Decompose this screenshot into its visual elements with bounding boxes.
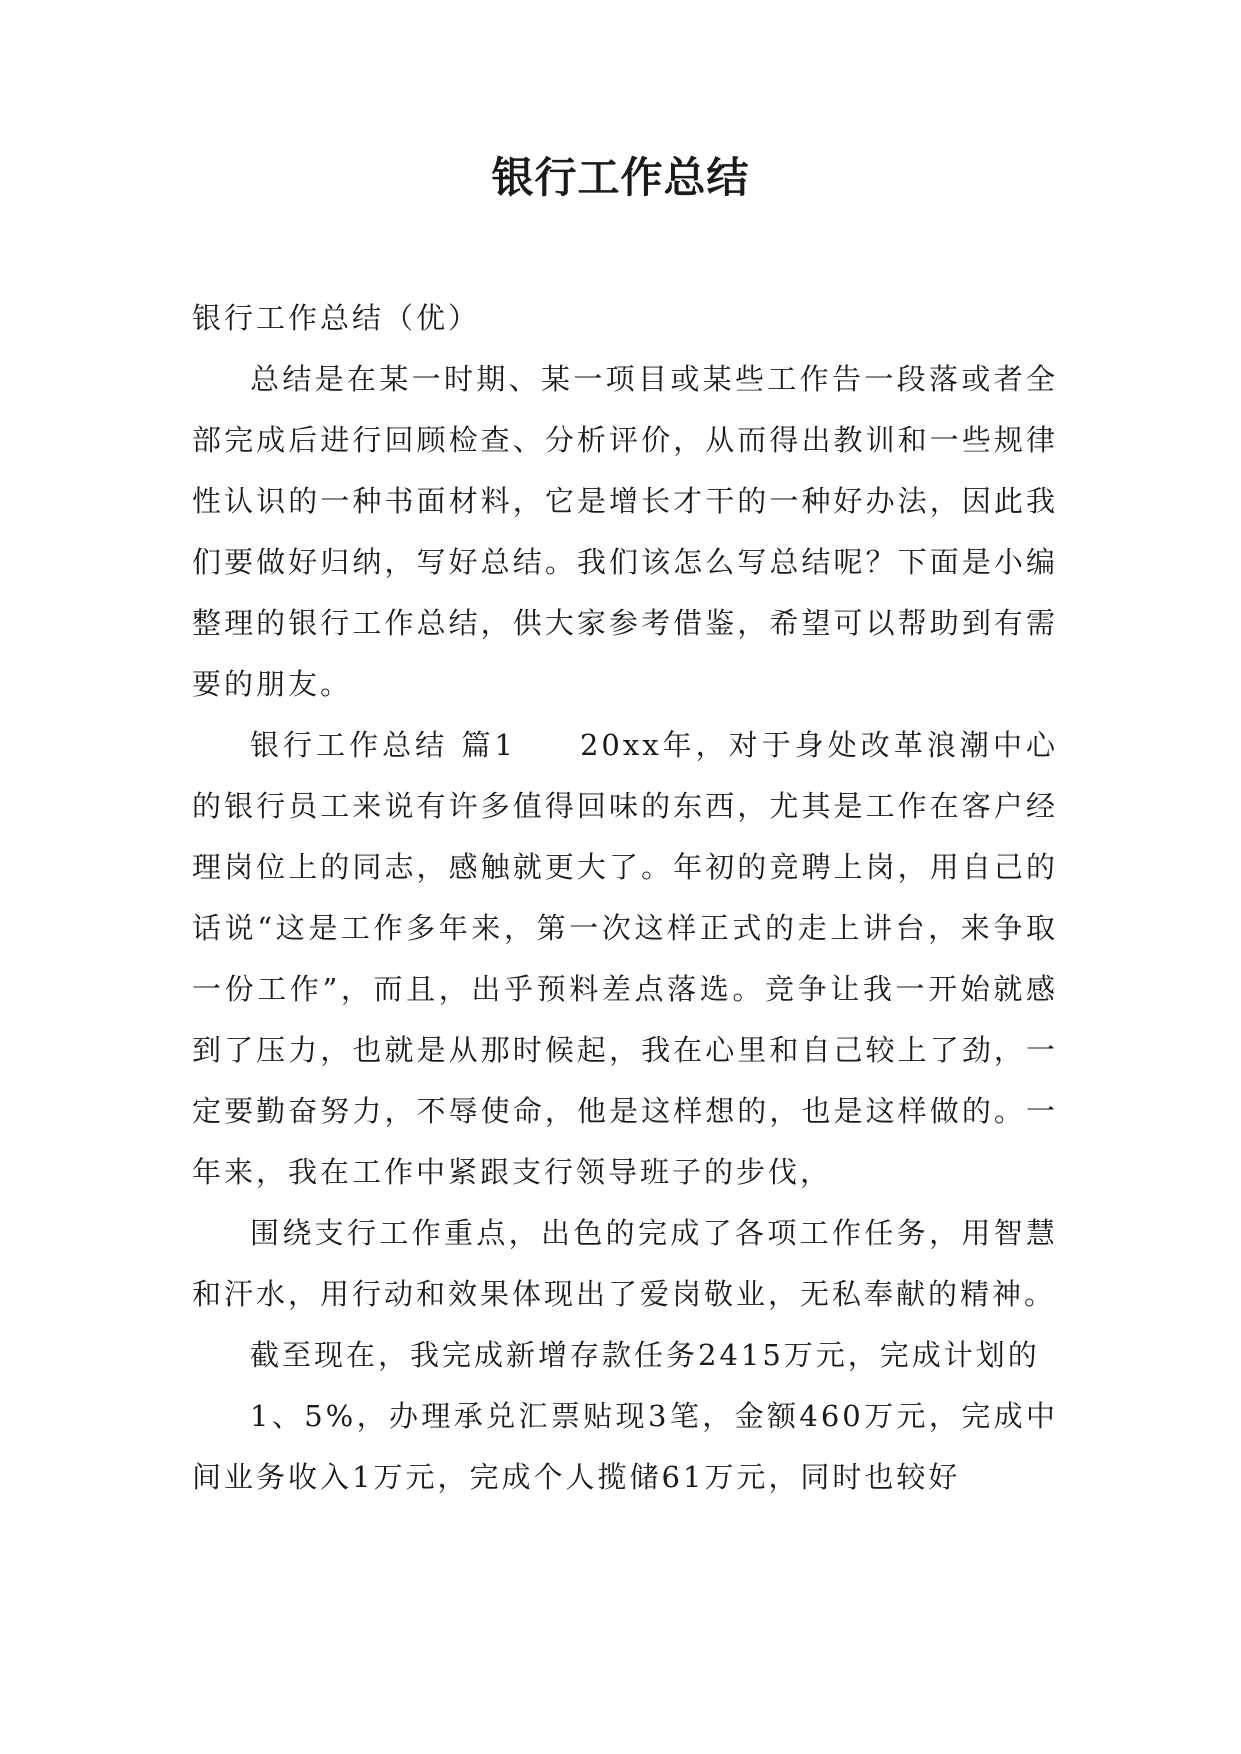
section-heading: 银行工作总结 篇1 <box>250 728 516 762</box>
document-title: 银行工作总结 <box>491 153 750 202</box>
document-subtitle: 银行工作总结（优） <box>192 301 481 335</box>
intro-paragraph: 总结是在某一时期、某一项目或某些工作告一段落或者全部完成后进行回顾检查、分析评价，从而得出教训和一些规律性认识的一种书面材料，它是增长才干的一种好办法，因此我们要做好归纳，写好总结。我们该怎么写总结呢？下面是小编整理的银行工作总结，供大家参考借鉴，希望可以帮助到有需要的朋友。 <box>192 362 1058 701</box>
body-paragraph: 1、5%，办理承兑汇票贴现3笔，金额460万元，完成中间业务收入1万元，完成个人揽储61万元，同时也较好 <box>192 1399 1058 1494</box>
body-paragraph: 截至现在，我完成新增存款任务2415万元，完成计划的 <box>250 1338 1040 1372</box>
body-paragraph: 围绕支行工作重点，出色的完成了各项工作任务，用智慧和汗水，用行动和效果体现出了爱岗敬业，无私奉献的精神。 <box>192 1216 1058 1311</box>
section-text: 20xx年，对于身处改革浪潮中心的银行员工来说有许多值得回味的东西，尤其是工作在客户经理岗位上的同志，感触就更大了。年初的竞聘上岗，用自己的话说“这是工作多年来，第一次这样正式的走上讲台，来争取一份工作”，而且，出乎预料差点落选。竞争让我一开始就感到了压力，也就是从那时候起，我在心里和自己较上了劲，一定要勤奋努力，不辱使命，他是这样想的，也是这样做的。一年来，我在工作中紧跟支行领导班子的步伐， <box>192 728 1058 1189</box>
document-body <box>192 288 1058 1508</box>
section-paragraph <box>192 715 1058 1203</box>
